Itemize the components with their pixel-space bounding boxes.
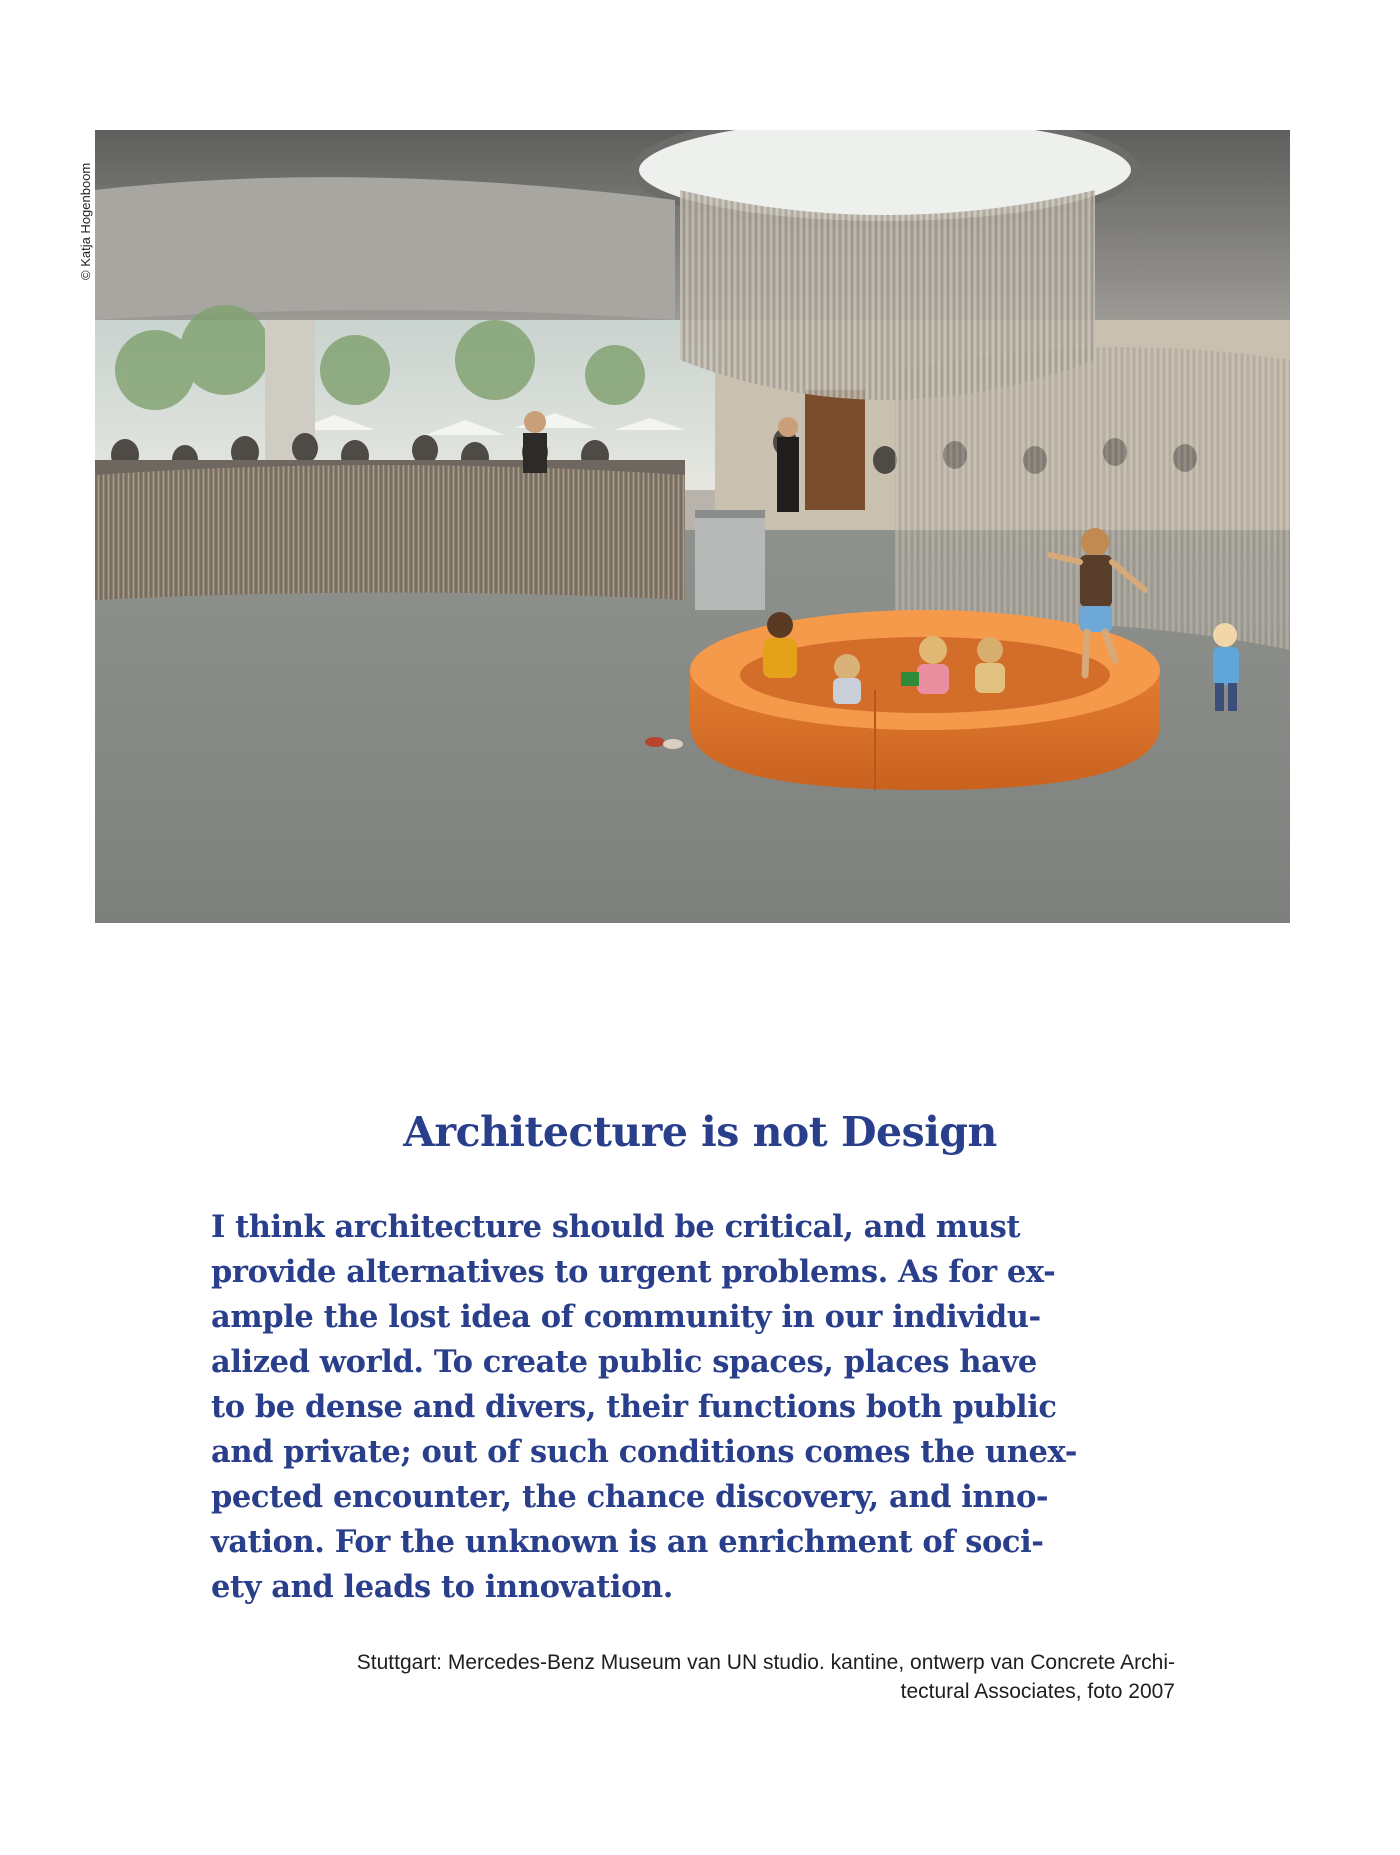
body-line: alized world. To create public spaces, places have — [211, 1344, 1037, 1380]
caption-line: Stuttgart: Mercedes-Benz Museum van UN studio. kantine, ontwerp van Concrete Archi- — [356, 1651, 1175, 1674]
body-line: ample the lost idea of community in our individu- — [211, 1299, 1041, 1335]
body-line: vation. For the unknown is an enrichment of soci- — [211, 1524, 1044, 1560]
body-line: pected encounter, the chance discovery, and inno- — [211, 1479, 1049, 1515]
body-line: ety and leads to innovation. — [211, 1569, 674, 1605]
article-body — [211, 1205, 1201, 1610]
body-line: provide alternatives to urgent problems. As for ex- — [211, 1254, 1056, 1290]
cafeteria-photo — [95, 130, 1290, 923]
photo-caption — [357, 1648, 1175, 1706]
caption-line: tectural Associates, foto 2007 — [900, 1680, 1175, 1703]
body-line: to be dense and divers, their functions both public — [211, 1389, 1057, 1425]
photo-credit-text: © Katja Hogenboom — [78, 162, 93, 280]
body-line: I think architecture should be critical, and must — [211, 1209, 1021, 1245]
article-title: Architecture is not Design — [403, 1108, 997, 1156]
body-line: and private; out of such conditions comes the unex- — [211, 1434, 1078, 1470]
